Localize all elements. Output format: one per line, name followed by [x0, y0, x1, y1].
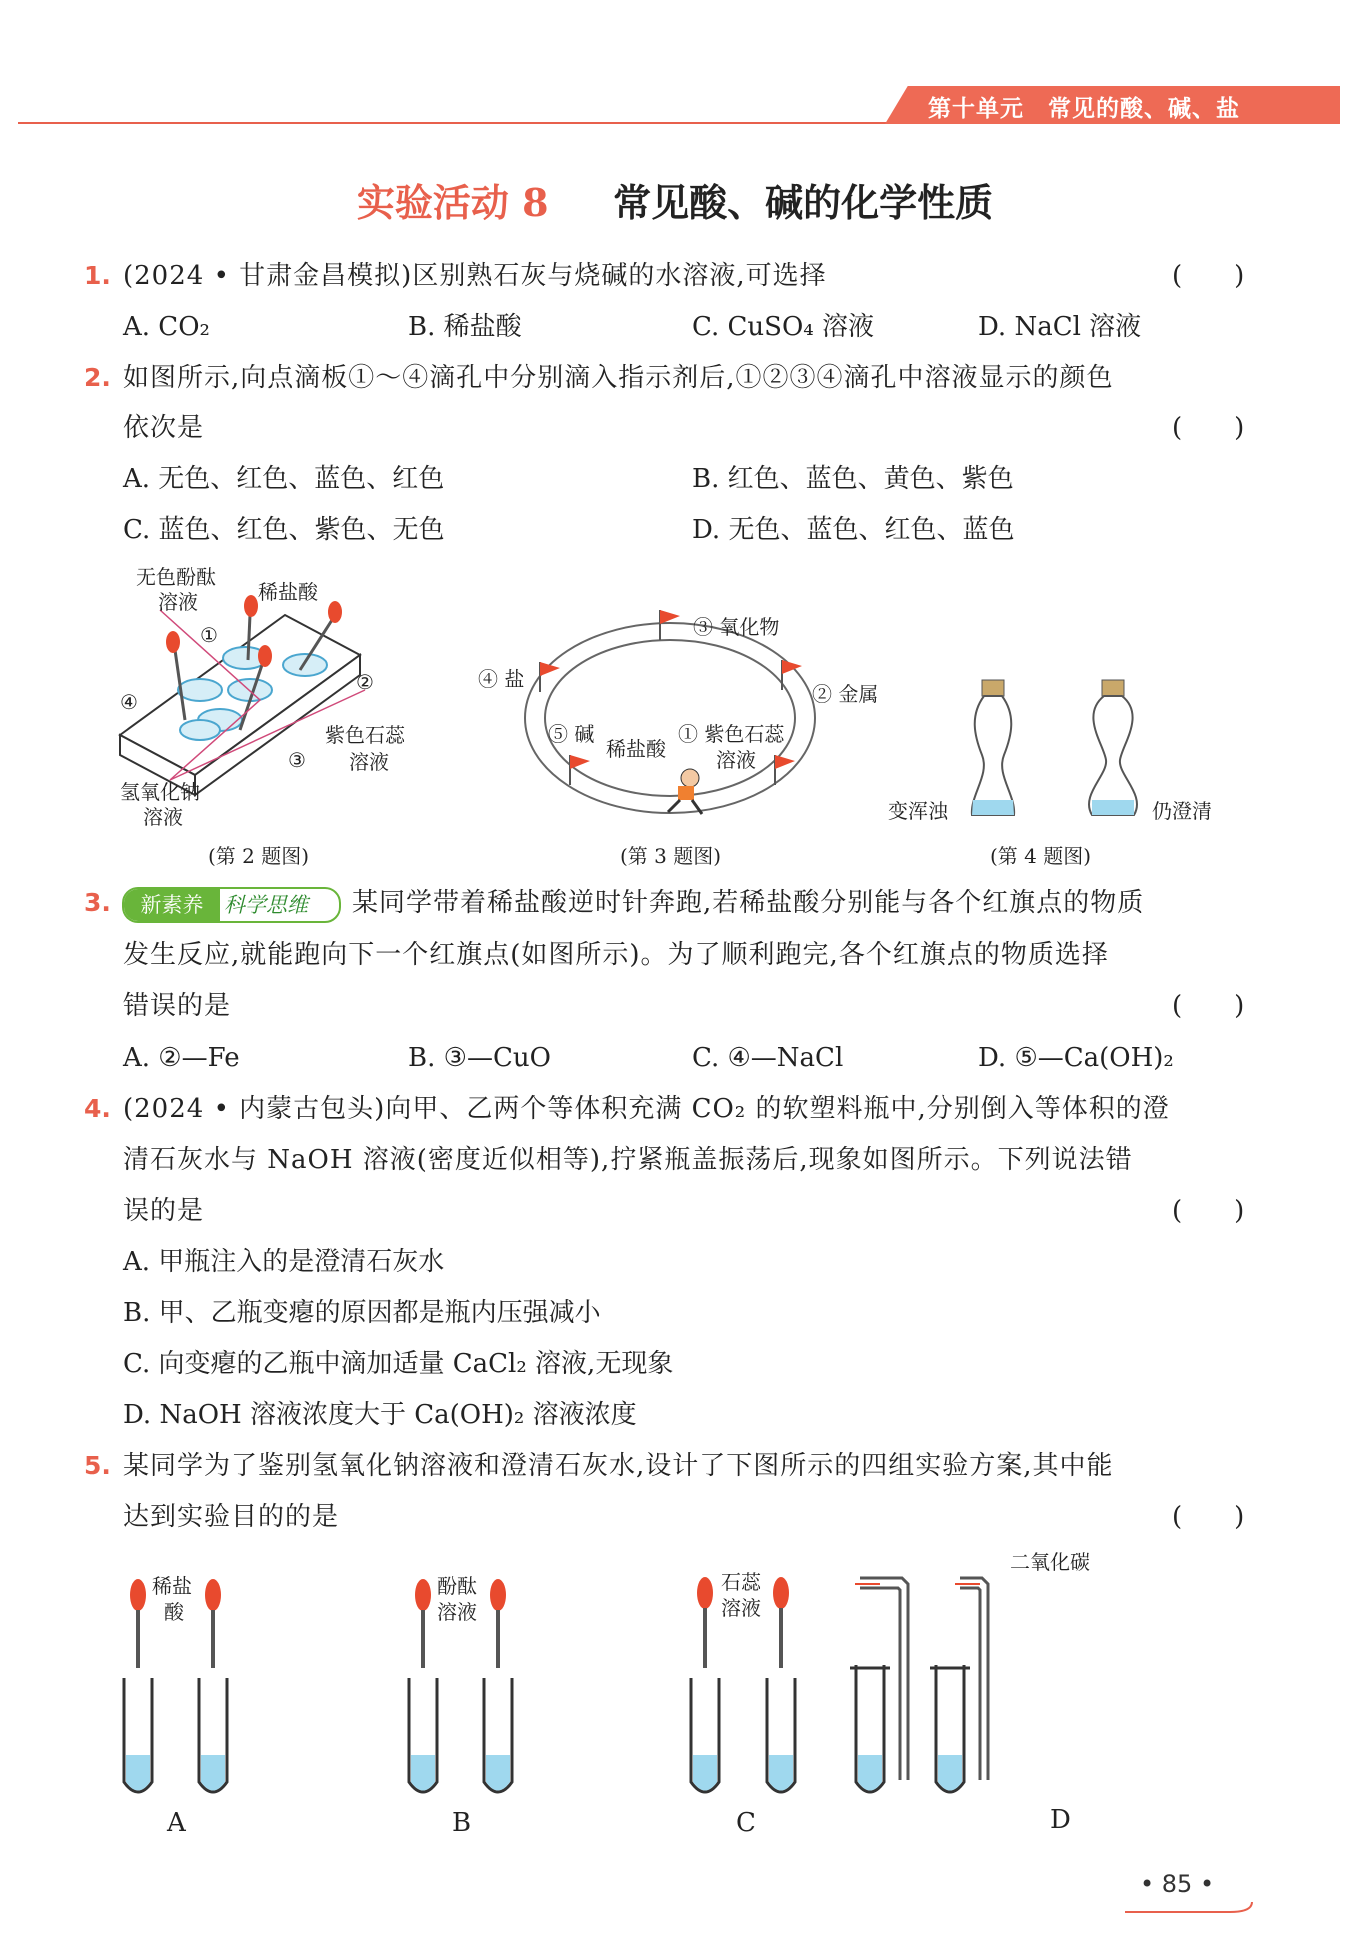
- fig3-label-solution: 溶液: [716, 748, 756, 772]
- q2-option-a: A. 无色、红色、蓝色、红色: [123, 464, 445, 494]
- fig2-label-hole-2: ②: [356, 670, 374, 694]
- q5-stem-line2: 达到实验目的的是: [123, 1502, 340, 1532]
- fig2-label-solution-1: 溶液: [158, 590, 198, 614]
- fig5-label-litmus-1: 石蕊: [721, 1570, 761, 1594]
- fig2-label-hole-1: ①: [200, 623, 218, 647]
- fig4-caption: (第 4 题图): [990, 844, 1092, 868]
- fig5-label-co2: 二氧化碳: [1010, 1550, 1090, 1574]
- fig5-letter-d: D: [1050, 1805, 1071, 1835]
- q3-option-a: A. ②—Fe: [123, 1043, 240, 1073]
- fig5-letter-a: A: [167, 1808, 186, 1838]
- plastic-bottles-figure: [960, 675, 1170, 835]
- badge-scientific-thinking: 科学思维: [224, 893, 308, 917]
- q2-option-c: C. 蓝色、红色、紫色、无色: [123, 515, 445, 545]
- q1-option-c: C. CuSO₄ 溶液: [692, 312, 874, 342]
- q3-option-c: C. ④—NaCl: [692, 1043, 844, 1073]
- fig3-label-hcl: 稀盐酸: [606, 737, 666, 761]
- q1-number: 1.: [84, 261, 111, 290]
- q4-option-d: D. NaOH 溶液浓度大于 Ca(OH)₂ 溶液浓度: [123, 1400, 637, 1430]
- q4-stem-line3: 误的是: [123, 1196, 205, 1226]
- fig5-label-hcl-2: 酸: [164, 1600, 184, 1624]
- fig2-label-hcl: 稀盐酸: [258, 580, 318, 604]
- title-main: 常见酸、碱的化学性质: [613, 180, 994, 225]
- q4-option-b: B. 甲、乙瓶变瘪的原因都是瓶内压强减小: [123, 1298, 601, 1328]
- q4-number: 4.: [84, 1094, 111, 1123]
- q4-stem-line1: (2024 • 内蒙古包头)向甲、乙两个等体积充满 CO₂ 的软塑料瓶中,分别倒入等体积的澄: [123, 1094, 1170, 1124]
- q4-option-a: A. 甲瓶注入的是澄清石灰水: [123, 1247, 445, 1277]
- q3-stem-line3: 错误的是: [123, 991, 232, 1021]
- q3-option-b: B. ③—CuO: [408, 1043, 551, 1073]
- fig2-label-hole-3: ③: [288, 748, 306, 772]
- fig3-label-oxide: ③ 氧化物: [693, 615, 780, 639]
- q2-option-b: B. 红色、蓝色、黄色、紫色: [692, 464, 1014, 494]
- fig2-label-naoh: 氢氧化钠: [120, 780, 200, 804]
- q3-stem-line1: 某同学带着稀盐酸逆时针奔跑,若稀盐酸分别能与各个红旗点的物质: [352, 888, 1145, 918]
- fig3-label-metal: ② 金属: [812, 682, 879, 706]
- fig3-label-litmus: ① 紫色石蕊: [678, 722, 785, 746]
- q2-number: 2.: [84, 363, 111, 392]
- q4-stem-line2: 清石灰水与 NaOH 溶液(密度近似相等),拧紧瓶盖振荡后,现象如图所示。下列说法错: [123, 1145, 1133, 1175]
- fig3-label-salt: ④ 盐: [478, 667, 525, 691]
- q3-option-d: D. ⑤—Ca(OH)₂: [978, 1043, 1174, 1073]
- fig2-label-solution-2: 溶液: [349, 750, 389, 774]
- fig2-label-solution-3: 溶液: [143, 805, 183, 829]
- q3-number: 3.: [84, 888, 111, 917]
- badge-new-literacy: 新素养: [124, 889, 220, 921]
- q1-answer-blank: ( ): [1172, 261, 1245, 291]
- fig3-caption: (第 3 题图): [620, 844, 722, 868]
- fig2-label-phenolphthalein: 无色酚酞: [136, 565, 216, 589]
- q1-option-a: A. CO₂: [123, 312, 210, 342]
- page-number-swoosh: [1120, 1896, 1260, 1926]
- unit-title: 第十单元 常见的酸、碱、盐: [928, 96, 1240, 122]
- fig5-label-hcl-1: 稀盐: [152, 1574, 192, 1598]
- q1-stem: (2024 • 甘肃金昌模拟)区别熟石灰与烧碱的水溶液,可选择: [123, 261, 827, 291]
- q2-answer-blank: ( ): [1172, 413, 1245, 443]
- fig2-caption: (第 2 题图): [208, 844, 310, 868]
- fig4-label-clear: 仍澄清: [1152, 799, 1212, 823]
- literacy-badge: [122, 887, 341, 923]
- fig5-label-phenolphthalein-2: 溶液: [437, 1600, 477, 1624]
- q2-stem-line1: 如图所示,向点滴板①～④滴孔中分别滴入指示剂后,①②③④滴孔中溶液显示的颜色: [123, 363, 1114, 393]
- q2-stem-line2: 依次是: [123, 413, 205, 443]
- fig5-label-phenolphthalein-1: 酚酞: [437, 1574, 477, 1598]
- fig5-letter-b: B: [452, 1808, 472, 1838]
- q4-answer-blank: ( ): [1172, 1196, 1245, 1226]
- fig5-letter-c: C: [736, 1808, 756, 1838]
- q4-option-c: C. 向变瘪的乙瓶中滴加适量 CaCl₂ 溶液,无现象: [123, 1349, 674, 1379]
- q1-option-b: B. 稀盐酸: [408, 312, 522, 342]
- fig3-label-base: ⑤ 碱: [548, 722, 595, 746]
- q5-stem-line1: 某同学为了鉴别氢氧化钠溶液和澄清石灰水,设计了下图所示的四组实验方案,其中能: [123, 1451, 1114, 1481]
- q3-stem-line2: 发生反应,就能跑向下一个红旗点(如图所示)。为了顺利跑完,各个红旗点的物质选择: [123, 940, 1109, 970]
- fig2-label-litmus: 紫色石蕊: [325, 723, 405, 747]
- title-prefix: 实验活动 8: [356, 180, 549, 225]
- q2-option-d: D. 无色、蓝色、红色、蓝色: [692, 515, 1015, 545]
- fig2-label-hole-4: ④: [120, 690, 138, 714]
- fig5-label-litmus-2: 溶液: [721, 1596, 761, 1620]
- fig4-label-turbid: 变浑浊: [888, 799, 948, 823]
- test-tube-figure: [100, 1550, 1200, 1820]
- page-title: [0, 172, 1350, 227]
- page-number: • 85 •: [1140, 1870, 1215, 1898]
- q3-answer-blank: ( ): [1172, 991, 1245, 1021]
- q5-number: 5.: [84, 1451, 111, 1480]
- q1-option-d: D. NaCl 溶液: [978, 312, 1142, 342]
- q5-answer-blank: ( ): [1172, 1502, 1245, 1532]
